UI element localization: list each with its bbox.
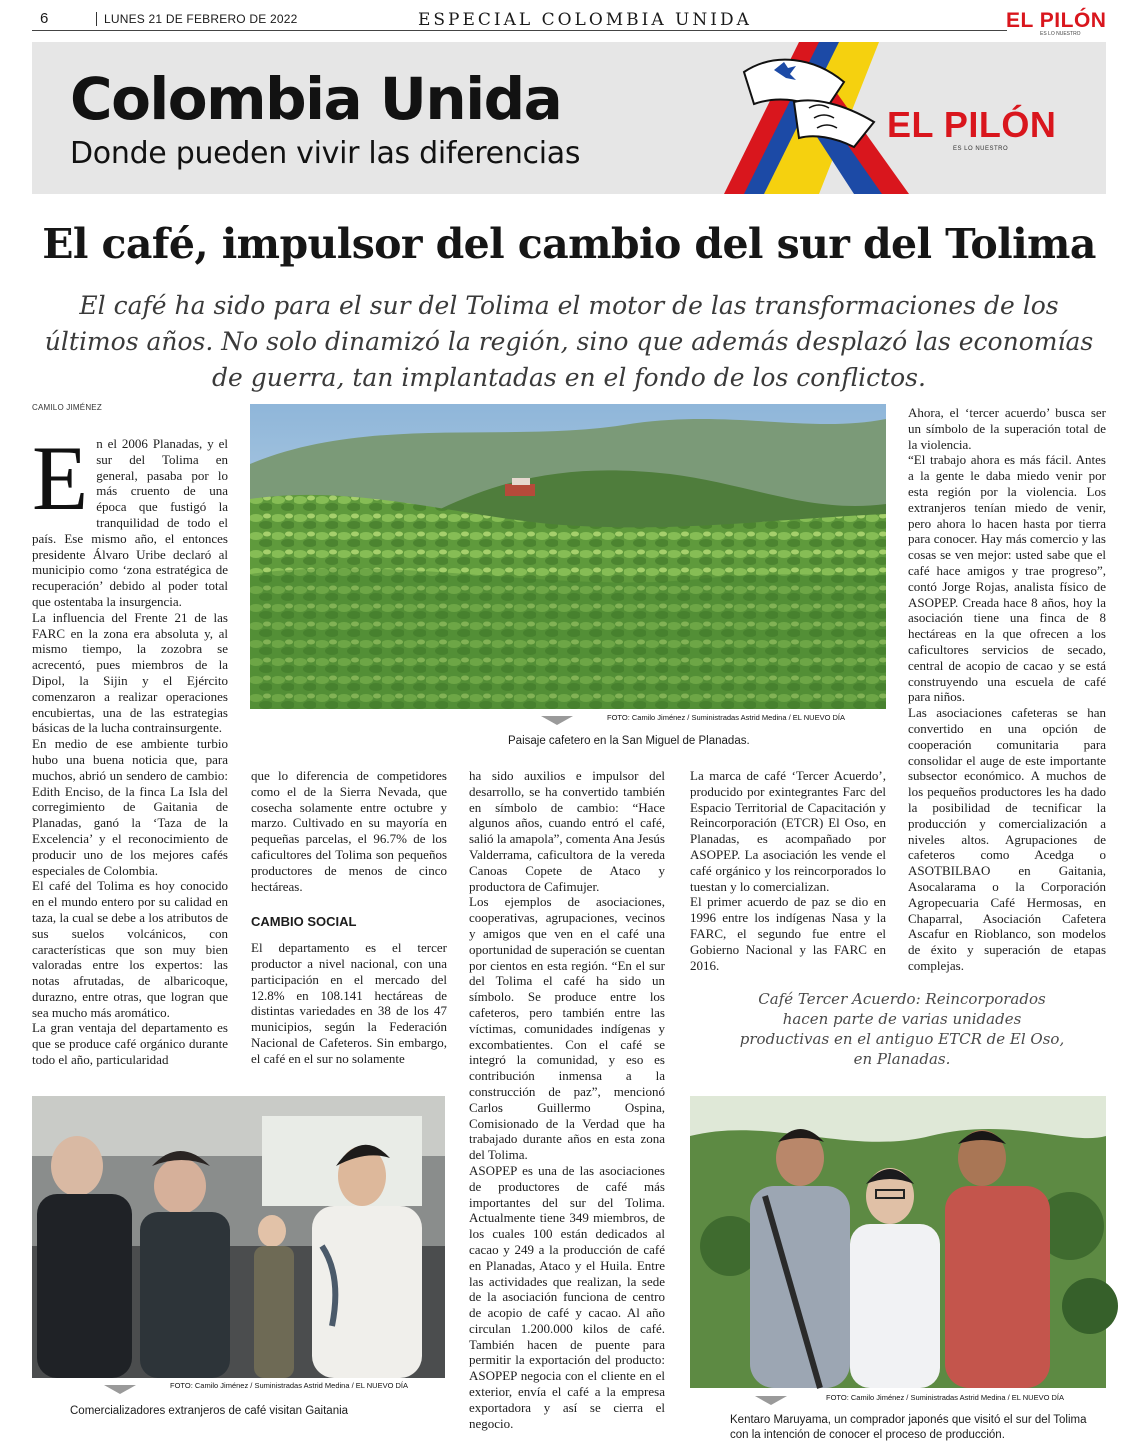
- section-name: ESPECIAL COLOMBIA UNIDA: [418, 10, 752, 30]
- paragraph: En medio de ese ambiente turbio hubo una buena noticia que, para muchos, abrió un sendero de cambio: Edith Enciso, de la finca La Isla del corregimiento de Gaitania de Planadas, ganó la ‘Taza de la Excelencia’ y el reconocimiento de producir uno de los mejores cafés especiales de Colombia.: [32, 736, 228, 878]
- masthead-tagline: ES LO NUESTRO: [1040, 31, 1081, 37]
- page-header: [32, 10, 1106, 30]
- photo-caption: Comercializadores extranjeros de café visitan Gaitania: [70, 1405, 349, 1417]
- banner-subtitle: Donde pueden vivir las diferencias: [70, 136, 581, 171]
- article-column-3: [469, 768, 665, 1431]
- buyers-group-photo: [32, 1096, 445, 1378]
- article-byline: CAMILO JIMÉNEZ: [32, 403, 102, 412]
- photo-credit: FOTO: Camilo Jiménez / Suministradas Astrid Medina / EL NUEVO DÍA: [607, 713, 845, 722]
- paragraph: ASOPEP es una de las asociaciones de productores de café más importantes del sur del Tolima. Actualmente tiene 349 miembros, de los cuales 100 están dedicados al cacao y 249 a la producción de café en Planadas, Ataco y el Huila. Entre las actividades que realizan, la sede de la asociación funciona de centro de acopio de café y cacao. Al año circulan 1.200.000 kilos de café. También hacen de puente para permitir la exportación del producto: ASOPEP negocia con el cliente en el exterior, envía el café a la empresa exportadora y así se cierra el negocio.: [469, 1162, 665, 1431]
- header-rule: [32, 30, 1007, 31]
- header-divider: [96, 12, 97, 26]
- photo-credit: FOTO: Camilo Jiménez / Suministradas Astrid Medina / EL NUEVO DÍA: [826, 1393, 1064, 1402]
- paragraph: n el 2006 Planadas, y el sur del Tolima en general, pasaba por lo más cruento de una época que fustigó la tranquilidad de todo el país. Ese mismo año, el entonces presidente Álvaro Uribe declaró al municipio como ‘zona estratégica de recuperación’ debido al poder total que ostentaba la insurgencia.: [32, 436, 228, 609]
- paragraph: El primer acuerdo de paz se dio en 1996 entre los indígenas Nasa y la FARC, el segundo fue entre el Gobierno Nacional y las FARC en 2016.: [690, 894, 886, 973]
- page-number: 6: [40, 10, 49, 27]
- caption-arrow-icon: [755, 1396, 787, 1405]
- caption-arrow-icon: [541, 716, 573, 725]
- article-column-5: [908, 405, 1106, 973]
- special-banner: [32, 42, 1106, 194]
- banner-logo-tagline: ES LO NUESTRO: [953, 146, 1009, 152]
- pull-quote: Café Tercer Acuerdo: Reincorporados hacen parte de varias unidades productivas en el antiguo ETCR de El Oso, en Planadas.: [739, 990, 1065, 1068]
- article-column-1: [32, 427, 228, 1076]
- caption-arrow-icon: [104, 1385, 136, 1394]
- masthead-logo: EL PILÓN: [1006, 9, 1107, 32]
- banner-logo: EL PILÓN: [887, 104, 1057, 145]
- paragraph: La marca de café ‘Tercer Acuerdo’, producido por exintegrantes Farc del Espacio Territorial de Capacitación y Reincorporación (ETCR) El Oso, en Planadas, es acompañado por ASOPEP. La asociación les vende el café orgánico y los reincorporados lo tuestan y lo comercializan.: [690, 768, 886, 894]
- photo-caption: Kentaro Maruyama, un comprador japonés que visitó el sur del Tolima con la intención de conocer el proceso de producción.: [730, 1414, 1087, 1441]
- article-column-2: [251, 768, 447, 1074]
- buyer-portrait-photo: [690, 1096, 1106, 1388]
- paragraph: Las asociaciones cafeteras se han convertido en una opción de cooperación comunitaria para consolidar el auge de este importante subsector económico. A muchos de los pequeños productores les ha dado la posibilidad de tecnificar la producción y comercialización a niveles altos. Agrupaciones de cafeteros como Acedga o ASOTBILBAO en Gaitania, Asocalarama o la Corporación Agropecuaria Café Hermosas, en Chaparral, Asociación Cafetera Ascafur en Rioblanco, son modelos de éxito y superación de etapas complejas.: [908, 705, 1106, 973]
- paragraph: Ahora, el ‘tercer acuerdo’ busca ser un símbolo de la superación total de la violencia.: [908, 405, 1106, 452]
- paragraph: que lo diferencia de competidores como el de la Sierra Nevada, que cosecha solamente entre octubre y marzo. Cultivado en su mayoría en pequeñas parcelas, el 96.7% de los caficultores del Tolima son pequeños productores de menos de cinco hectáreas.: [251, 768, 447, 894]
- dropcap: E: [32, 427, 89, 529]
- hands-flag-illustration: [704, 42, 914, 194]
- paragraph: Los ejemplos de asociaciones, cooperativas, agrupaciones, vecinos y amigos que ven en el café una oportunidad de superación se cuentan por cientos en esta región. “En el sur del Tolima el café ha sido un símbolo. Se produce entre los cafeteros, pero también entre las víctimas, comunidades indígenas y excombatientes. Con el café se integró la comunidad, y eso es contribución inmensa a la construcción de paz”, mencionó Carlos Guillermo Ospina, Comisionado de la Verdad que ha trabajado durante años en esta zona del Tolima.: [469, 894, 665, 1163]
- article-column-4: [690, 768, 886, 973]
- paragraph: “El trabajo ahora es más fácil. Antes a la gente le daba miedo venir por esta región por la violencia. Los extranjeros tenían miedo de venir, pero ahora lo hacen hasta por tierra para conocer. Hay más comercio y las cosas se ven mejor: usted sabe que el café hace amigos y trae progreso”, contó Jorge Rojas, analista físico de ASOPEP. Creada hace 8 años, hoy la asociación tiene una finca de 8 hectáreas en la que ofrecen a los caficultores servicios de secado, central de acopio de cacao y se está construyendo una escuela de café para niños.: [908, 452, 1106, 705]
- paragraph: La influencia del Frente 21 de las FARC en la zona era absoluta y, al mismo tiempo, la zozobra se acrecentó, pues miembros de la Dipol, la Sijin y el Ejército comenzaron a realizar operaciones encubiertas, una de las estrategias básicas de la lucha contrainsurgente.: [32, 609, 228, 736]
- coffee-landscape-photo: [250, 404, 886, 709]
- paragraph: ha sido auxilios e impulsor del desarrollo, se ha convertido también en símbolo de cambio: “Hace algunos años, cuando entró el café, salió la amapola”, comenta Ana Jesús Valderrama, caficultora de la vereda Canoas Copete de Ataco y productora de Cafimujer.: [469, 768, 665, 894]
- article-deck: El café ha sido para el sur del Tolima el motor de las transformaciones de los últimos años. No solo dinamizó la región, sino que además desplazó las economías de guerra, tan implantadas en el fondo de los conflictos.: [44, 291, 1094, 392]
- article-headline: El café, impulsor del cambio del sur del Tolima: [42, 220, 1096, 268]
- issue-date: LUNES 21 DE FEBRERO DE 2022: [104, 12, 298, 26]
- paragraph: El departamento es el tercer productor a nivel nacional, con una participación en el mercado del 12.8% en 108.141 hectáreas de distintas variedades en 38 de los 47 municipios, según la Federación Nacional de Cafeteros. Sin embargo, el café en el sur no solamente: [251, 940, 447, 1066]
- paragraph: El café del Tolima es hoy conocido en el mundo entero por su calidad en taza, la cual se debe a los atributos de sus suelos volcánicos, con características que son muy bien valoradas entre los expertos: las notas afrutadas, de albaricoque, durazno, entre otras, que logran que sea mucho más aromático.: [32, 878, 228, 1020]
- photo-caption: Paisaje cafetero en la San Miguel de Planadas.: [508, 735, 750, 747]
- banner-title: Colombia Unida: [70, 65, 562, 133]
- photo-credit: FOTO: Camilo Jiménez / Suministradas Astrid Medina / EL NUEVO DÍA: [170, 1381, 408, 1390]
- subheading: CAMBIO SOCIAL: [251, 914, 357, 930]
- paragraph: La gran ventaja del departamento es que se produce café orgánico durante todo el año, particularidad: [32, 1020, 228, 1068]
